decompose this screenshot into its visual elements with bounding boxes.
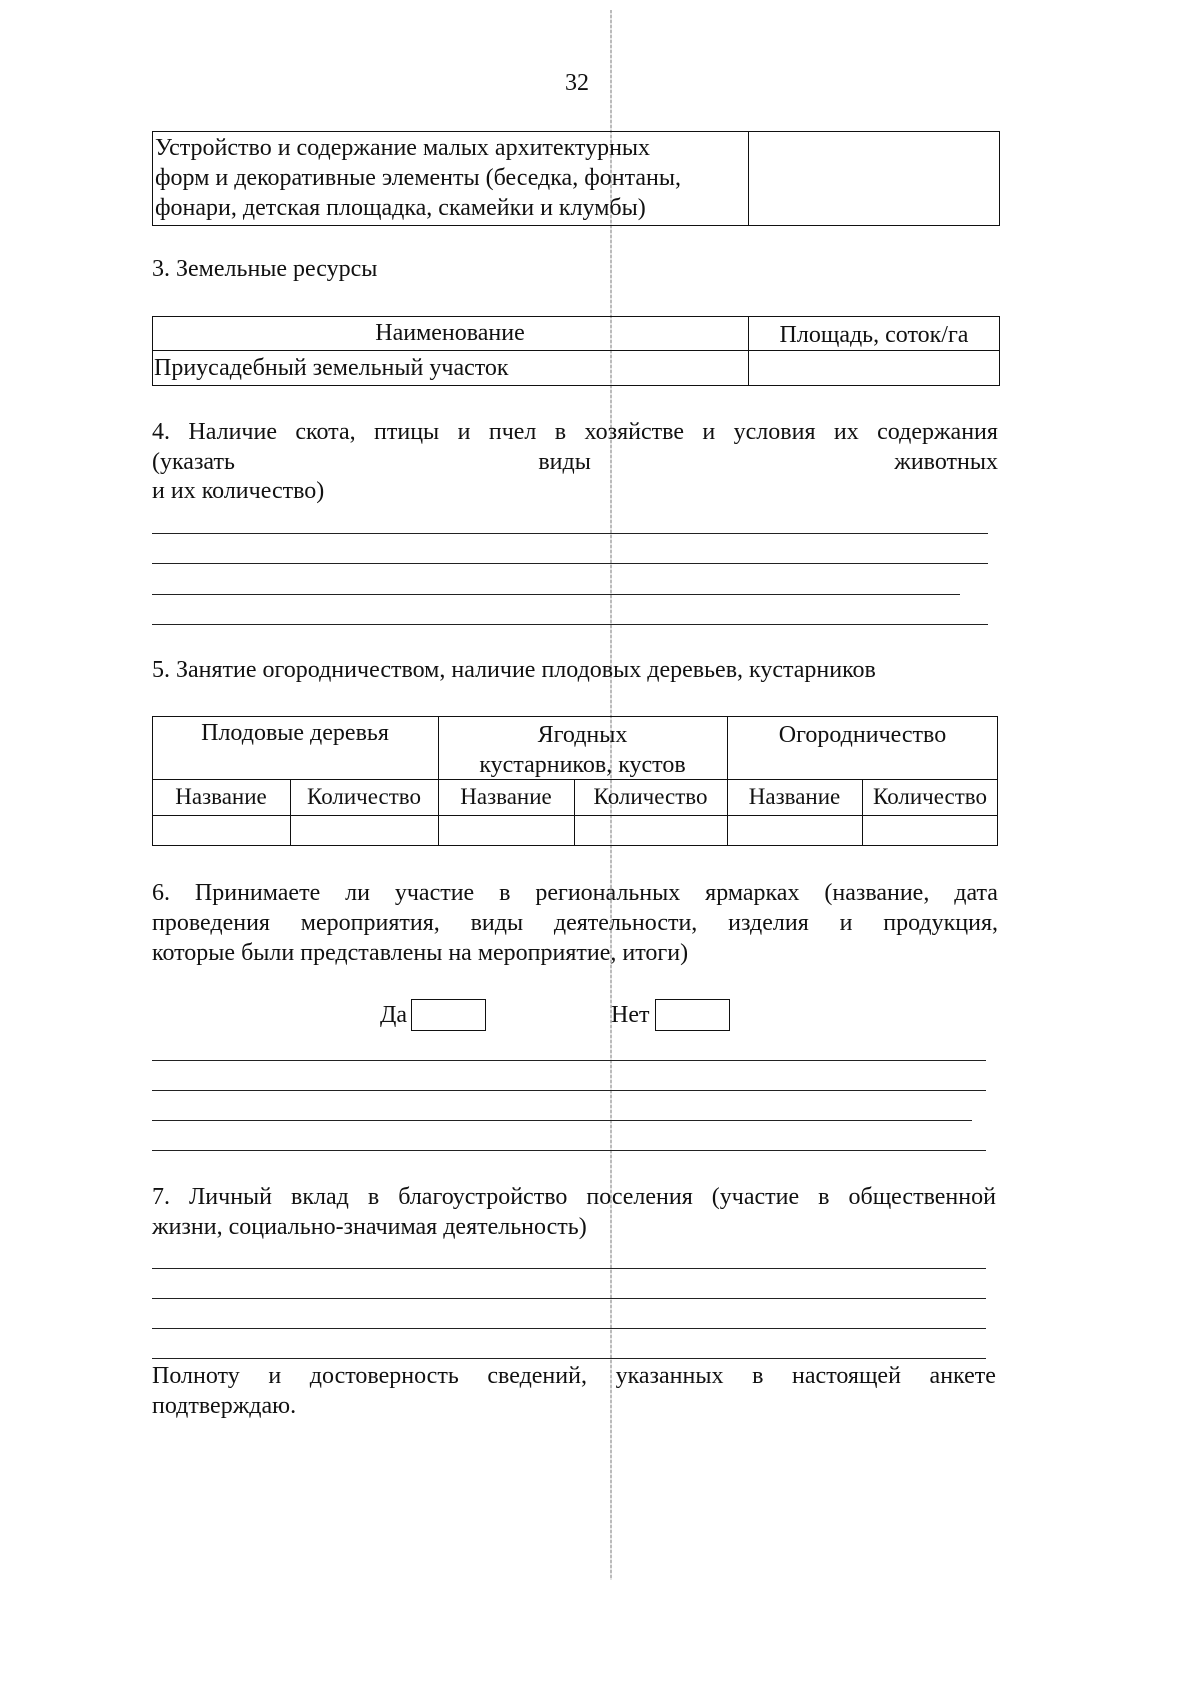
- answer-line[interactable]: [152, 1120, 972, 1121]
- word: пчел: [488, 419, 537, 445]
- word: дата: [954, 880, 998, 906]
- word: и: [268, 1363, 282, 1389]
- group-fruit-trees: Плодовые деревья: [201, 720, 389, 746]
- amenities-cell: [155, 133, 681, 223]
- no-checkbox[interactable]: [655, 999, 730, 1031]
- answer-line[interactable]: [152, 563, 988, 564]
- word: региональных: [535, 880, 681, 906]
- word: анкете: [929, 1363, 996, 1389]
- word: достоверность: [309, 1363, 459, 1389]
- word: настоящей: [792, 1363, 901, 1389]
- section6-line1: [152, 880, 998, 907]
- subheader: Количество: [873, 784, 987, 809]
- word: проведения: [152, 910, 270, 936]
- word: и: [839, 910, 853, 936]
- table-border: [152, 350, 1000, 351]
- word: указанных: [615, 1363, 724, 1389]
- word: Личный: [189, 1184, 273, 1210]
- confirm-line1: [152, 1363, 996, 1390]
- word: благоустройство: [398, 1184, 568, 1210]
- answer-line[interactable]: [152, 594, 960, 595]
- section7-line2: жизни, социально-значимая деятельность): [152, 1214, 587, 1240]
- section4-line3: и их количество): [152, 478, 325, 504]
- section5-title: 5. Занятие огородничеством, наличие плодовых деревьев, кустарников: [152, 657, 876, 683]
- word: хозяйстве: [584, 419, 684, 445]
- answer-line[interactable]: [152, 533, 988, 534]
- confirm-line2: подтверждаю.: [152, 1393, 297, 1419]
- word: поселения: [586, 1184, 693, 1210]
- section6-line2: [152, 910, 998, 937]
- answer-line[interactable]: [152, 1150, 986, 1151]
- answer-line[interactable]: [152, 1060, 986, 1061]
- table-border: [152, 815, 998, 816]
- section4-line1: [152, 419, 998, 446]
- text-line: Устройство и содержание малых архитектурных: [155, 135, 651, 161]
- header-area: Площадь, соток/га: [779, 322, 969, 348]
- word: в: [367, 1184, 380, 1210]
- answer-line[interactable]: [152, 1328, 986, 1329]
- answer-line[interactable]: [152, 1298, 986, 1299]
- word: в: [499, 880, 511, 906]
- word: скота,: [295, 419, 356, 445]
- section7-line1: [152, 1184, 996, 1211]
- word: (указать: [152, 449, 235, 475]
- word: (название,: [824, 880, 930, 906]
- yes-checkbox[interactable]: [411, 999, 486, 1031]
- word: и: [457, 419, 471, 445]
- yes-label: Да: [380, 1002, 408, 1028]
- page-number: 32: [565, 70, 589, 96]
- text-line: форм и декоративные элементы (беседка, фонтаны,: [155, 165, 682, 191]
- word: условия: [733, 419, 816, 445]
- subheader: Количество: [307, 784, 421, 809]
- word: участие: [394, 880, 475, 906]
- group-berry-bushes: Ягодных кустарников, кустов: [479, 722, 686, 778]
- word: Принимаете: [194, 880, 321, 906]
- word: общественной: [848, 1184, 996, 1210]
- no-label: Нет: [611, 1002, 650, 1028]
- subheader: Название: [748, 784, 841, 809]
- word: виды: [538, 449, 591, 475]
- word: животных: [894, 449, 998, 475]
- answer-line[interactable]: [152, 1090, 986, 1091]
- word: птицы: [374, 419, 440, 445]
- word: вклад: [291, 1184, 349, 1210]
- word: содержания: [877, 419, 998, 445]
- subheader: Количество: [593, 784, 708, 809]
- word: и: [702, 419, 716, 445]
- header-name: Наименование: [375, 320, 525, 346]
- table-border: [748, 131, 749, 226]
- word: в: [752, 1363, 764, 1389]
- word: ярмарках: [705, 880, 800, 906]
- word: сведений,: [487, 1363, 587, 1389]
- word: 4.: [152, 419, 170, 445]
- answer-line[interactable]: [152, 624, 988, 625]
- word: виды: [470, 910, 524, 936]
- section3-title: 3. Земельные ресурсы: [152, 256, 378, 282]
- subheader: Название: [460, 784, 552, 809]
- land-row-label: Приусадебный земельный участок: [154, 355, 509, 381]
- word: деятельности,: [553, 910, 698, 936]
- answer-line[interactable]: [152, 1358, 986, 1359]
- section4-line2: [152, 449, 998, 476]
- word: (участие: [711, 1184, 800, 1210]
- word: Наличие: [188, 419, 277, 445]
- word: ли: [345, 880, 370, 906]
- word: мероприятия,: [300, 910, 440, 936]
- word: изделия: [728, 910, 809, 936]
- answer-line[interactable]: [152, 1268, 986, 1269]
- subheader: Название: [175, 784, 267, 809]
- land-area-field[interactable]: [750, 352, 998, 384]
- section6-line3: которые были представлены на мероприятие, итоги): [152, 940, 689, 966]
- text-line: фонари, детская площадка, скамейки и клумбы): [155, 195, 646, 221]
- word: 7.: [152, 1184, 170, 1210]
- word: Полноту: [152, 1363, 240, 1389]
- word: их: [833, 419, 859, 445]
- word: продукция,: [883, 910, 998, 936]
- word: в: [818, 1184, 830, 1210]
- table-border: [438, 716, 439, 846]
- word: 6.: [152, 880, 170, 906]
- word: в: [554, 419, 567, 445]
- group-vegetable-garden: Огородничество: [778, 722, 947, 748]
